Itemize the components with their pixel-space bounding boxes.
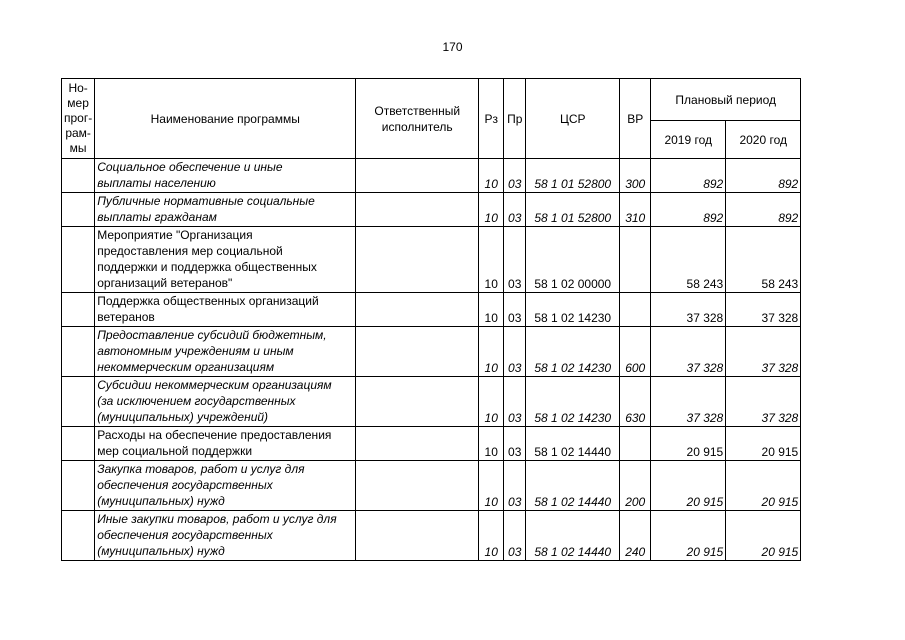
cell-rz: 10 bbox=[479, 511, 504, 561]
table-row bbox=[62, 327, 801, 377]
cell-name: Субсидии некоммерческим организациям (за исключением государственных (муниципальных) учреждений) bbox=[95, 377, 356, 427]
cell-y2019: 37 328 bbox=[651, 293, 726, 327]
cell-y2020: 20 915 bbox=[726, 427, 801, 461]
cell-name: Расходы на обеспечение предоставления мер социальной поддержки bbox=[95, 427, 356, 461]
cell-name: Поддержка общественных организаций ветеранов bbox=[95, 293, 356, 327]
cell-num bbox=[62, 227, 95, 293]
cell-vr: 600 bbox=[620, 327, 651, 377]
page-number: 170 bbox=[442, 40, 463, 54]
cell-pr: 03 bbox=[504, 159, 526, 193]
cell-executor bbox=[356, 461, 479, 511]
header-year-2019: 2019 год bbox=[651, 121, 726, 159]
cell-pr: 03 bbox=[504, 427, 526, 461]
table-row bbox=[62, 193, 801, 227]
cell-y2019: 892 bbox=[651, 193, 726, 227]
cell-pr: 03 bbox=[504, 293, 526, 327]
cell-y2019: 20 915 bbox=[651, 461, 726, 511]
cell-csr: 58 1 02 14230 bbox=[526, 377, 620, 427]
cell-y2020: 37 328 bbox=[726, 377, 801, 427]
budget-table bbox=[61, 78, 801, 561]
cell-pr: 03 bbox=[504, 327, 526, 377]
cell-csr: 58 1 01 52800 bbox=[526, 159, 620, 193]
cell-pr: 03 bbox=[504, 193, 526, 227]
cell-pr: 03 bbox=[504, 511, 526, 561]
header-program-name: Наименование программы bbox=[95, 79, 356, 159]
cell-num bbox=[62, 327, 95, 377]
cell-y2020: 20 915 bbox=[726, 511, 801, 561]
cell-executor bbox=[356, 327, 479, 377]
cell-vr: 310 bbox=[620, 193, 651, 227]
cell-vr bbox=[620, 427, 651, 461]
cell-y2020: 37 328 bbox=[726, 293, 801, 327]
table-row bbox=[62, 227, 801, 293]
cell-y2020: 892 bbox=[726, 159, 801, 193]
cell-name: Иные закупки товаров, работ и услуг для обеспечения государственных (муниципальных) нужд bbox=[95, 511, 356, 561]
cell-rz: 10 bbox=[479, 461, 504, 511]
cell-y2019: 20 915 bbox=[651, 511, 726, 561]
cell-csr: 58 1 02 14440 bbox=[526, 461, 620, 511]
table-row bbox=[62, 159, 801, 193]
cell-csr: 58 1 02 14440 bbox=[526, 427, 620, 461]
table-row bbox=[62, 511, 801, 561]
cell-num bbox=[62, 461, 95, 511]
cell-vr bbox=[620, 227, 651, 293]
cell-name: Публичные нормативные социальные выплаты гражданам bbox=[95, 193, 356, 227]
table-body bbox=[62, 159, 801, 561]
cell-pr: 03 bbox=[504, 461, 526, 511]
header-program-number: Но- мер прог- рам- мы bbox=[62, 79, 95, 159]
cell-csr: 58 1 02 14230 bbox=[526, 327, 620, 377]
cell-num bbox=[62, 511, 95, 561]
cell-rz: 10 bbox=[479, 193, 504, 227]
cell-csr: 58 1 02 14230 bbox=[526, 293, 620, 327]
cell-csr: 58 1 02 14440 bbox=[526, 511, 620, 561]
cell-num bbox=[62, 427, 95, 461]
cell-executor bbox=[356, 193, 479, 227]
header-vr: ВР bbox=[620, 79, 651, 159]
cell-executor bbox=[356, 227, 479, 293]
cell-pr: 03 bbox=[504, 377, 526, 427]
cell-name: Предоставление субсидий бюджетным, автономным учреждениям и иным некоммерческим организациям bbox=[95, 327, 356, 377]
cell-rz: 10 bbox=[479, 227, 504, 293]
cell-name: Социальное обеспечение и иные выплаты населению bbox=[95, 159, 356, 193]
table-row bbox=[62, 377, 801, 427]
header-executor: Ответственный исполнитель bbox=[356, 79, 479, 159]
cell-y2019: 20 915 bbox=[651, 427, 726, 461]
header-rz: Рз bbox=[479, 79, 504, 159]
cell-num bbox=[62, 193, 95, 227]
cell-csr: 58 1 02 00000 bbox=[526, 227, 620, 293]
cell-vr: 630 bbox=[620, 377, 651, 427]
cell-y2020: 20 915 bbox=[726, 461, 801, 511]
header-csr: ЦСР bbox=[526, 79, 620, 159]
cell-vr: 200 bbox=[620, 461, 651, 511]
cell-num bbox=[62, 377, 95, 427]
table-row bbox=[62, 293, 801, 327]
header-year-2020: 2020 год bbox=[726, 121, 801, 159]
cell-vr bbox=[620, 293, 651, 327]
cell-executor bbox=[356, 293, 479, 327]
cell-num bbox=[62, 159, 95, 193]
table-header bbox=[62, 79, 801, 159]
cell-executor bbox=[356, 377, 479, 427]
cell-num bbox=[62, 293, 95, 327]
cell-y2019: 37 328 bbox=[651, 377, 726, 427]
cell-y2020: 892 bbox=[726, 193, 801, 227]
cell-pr: 03 bbox=[504, 227, 526, 293]
cell-name: Закупка товаров, работ и услуг для обеспечения государственных (муниципальных) нужд bbox=[95, 461, 356, 511]
cell-y2019: 37 328 bbox=[651, 327, 726, 377]
cell-csr: 58 1 01 52800 bbox=[526, 193, 620, 227]
cell-y2020: 58 243 bbox=[726, 227, 801, 293]
cell-executor bbox=[356, 427, 479, 461]
cell-vr: 300 bbox=[620, 159, 651, 193]
cell-vr: 240 bbox=[620, 511, 651, 561]
cell-y2019: 892 bbox=[651, 159, 726, 193]
header-planned-period: Плановый период bbox=[651, 79, 801, 121]
cell-name: Мероприятие "Организация предоставления мер социальной поддержки и поддержка общественных организаций ветеранов" bbox=[95, 227, 356, 293]
cell-y2020: 37 328 bbox=[726, 327, 801, 377]
cell-executor bbox=[356, 511, 479, 561]
cell-executor bbox=[356, 159, 479, 193]
table-row bbox=[62, 427, 801, 461]
cell-rz: 10 bbox=[479, 327, 504, 377]
cell-y2019: 58 243 bbox=[651, 227, 726, 293]
table-row bbox=[62, 461, 801, 511]
cell-rz: 10 bbox=[479, 159, 504, 193]
cell-rz: 10 bbox=[479, 377, 504, 427]
cell-rz: 10 bbox=[479, 427, 504, 461]
header-pr: Пр bbox=[504, 79, 526, 159]
cell-rz: 10 bbox=[479, 293, 504, 327]
